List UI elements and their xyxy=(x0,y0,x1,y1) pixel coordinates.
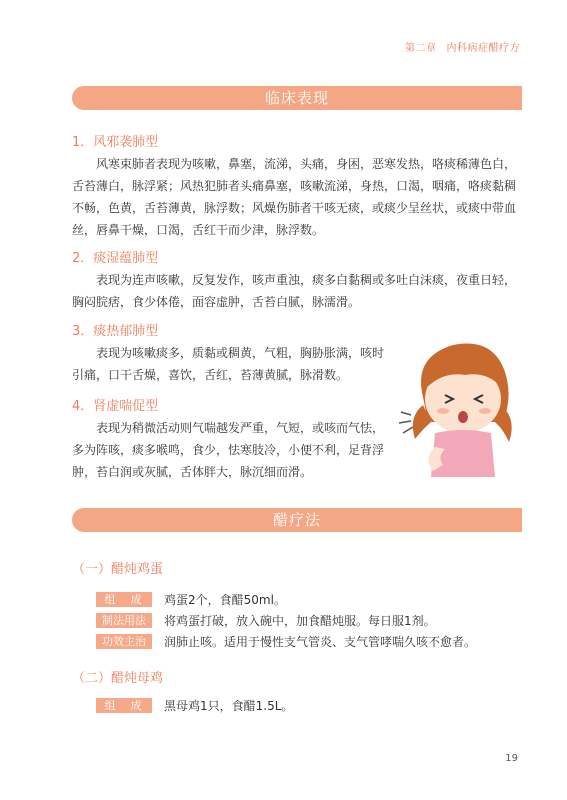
recipe-row xyxy=(96,612,436,628)
subtype-heading: 1．风邪袭肺型 xyxy=(72,135,159,150)
coughing-girl-illustration xyxy=(393,327,523,477)
page-number: 19 xyxy=(505,753,518,764)
section-banner-vinegar-therapy xyxy=(72,508,522,532)
row-tag: 功效主治 xyxy=(96,634,152,649)
subtype-description: 风寒束肺者表现为咳嗽，鼻塞，流涕，头痛，身困，恶寒发热，咯痰稀薄色白，舌苔薄白，脉浮紧；风热犯肺者头痛鼻塞，咳嗽流涕，身热，口渴，咽痛，咯痰黏稠不畅，色黄，舌苔薄黄，脉浮数；风燥伤肺者干咳无痰，或痰少呈丝状，或痰中带血丝，唇鼻干燥，口渴，舌红干而少津，脉浮数。 xyxy=(72,157,517,237)
recipe-title: （一）醋炖鸡蛋 xyxy=(72,562,164,577)
subtype-heading: 4．肾虚喘促型 xyxy=(72,399,159,414)
subtype-description: 表现为咳嗽痰多，质黏或稠黄，气粗，胸胁胀满，咳时引痛，口干舌燥，喜饮，舌红，苔薄黄腻，脉滑数。 xyxy=(72,346,385,382)
chapter-label: 第二章 xyxy=(405,43,437,54)
running-header xyxy=(395,39,520,54)
row-text: 将鸡蛋打破，放入碗中，加食醋炖服。每日服1剂。 xyxy=(164,613,436,628)
row-tag: 制法用法 xyxy=(96,613,152,628)
subtype-description: 表现为稍微活动则气喘越发严重，气短，或咳而气怯，多为阵咳，痰多喉鸣，食少，怯寒肢冷，小便不利，足背浮肿，苔白润或灰腻，舌体胖大，脉沉细而滑。 xyxy=(72,421,385,479)
recipe-row xyxy=(96,591,286,607)
row-text: 润肺止咳。适用于慢性支气管炎、支气管哮喘久咳不愈者。 xyxy=(164,634,477,649)
row-tag: 组 成 xyxy=(96,698,152,713)
subtype-description: 表现为连声咳嗽，反复发作，咳声重浊，痰多白黏稠或多吐白沫痰，夜重日轻，胸闷脘痞，食少体倦，面容虚肿，舌苔白腻，脉濡滑。 xyxy=(72,273,517,309)
subtype-heading: 3．痰热郁肺型 xyxy=(72,324,159,339)
recipe-row xyxy=(96,697,293,713)
row-tag: 组 成 xyxy=(96,592,152,607)
section-title: 醋疗法 xyxy=(272,511,321,529)
subtype-heading: 2．痰湿蕴肺型 xyxy=(72,251,159,266)
recipe-row xyxy=(96,633,476,649)
recipe-title: （二）醋炖母鸡 xyxy=(72,671,164,686)
section-title: 临床表现 xyxy=(264,89,329,107)
row-text: 黑母鸡1只，食醋1.5L。 xyxy=(164,698,294,713)
chapter-title: 内科病症醋疗方 xyxy=(446,43,520,54)
section-banner-clinical xyxy=(72,86,522,110)
row-text: 鸡蛋2个，食醋50ml。 xyxy=(164,592,286,607)
